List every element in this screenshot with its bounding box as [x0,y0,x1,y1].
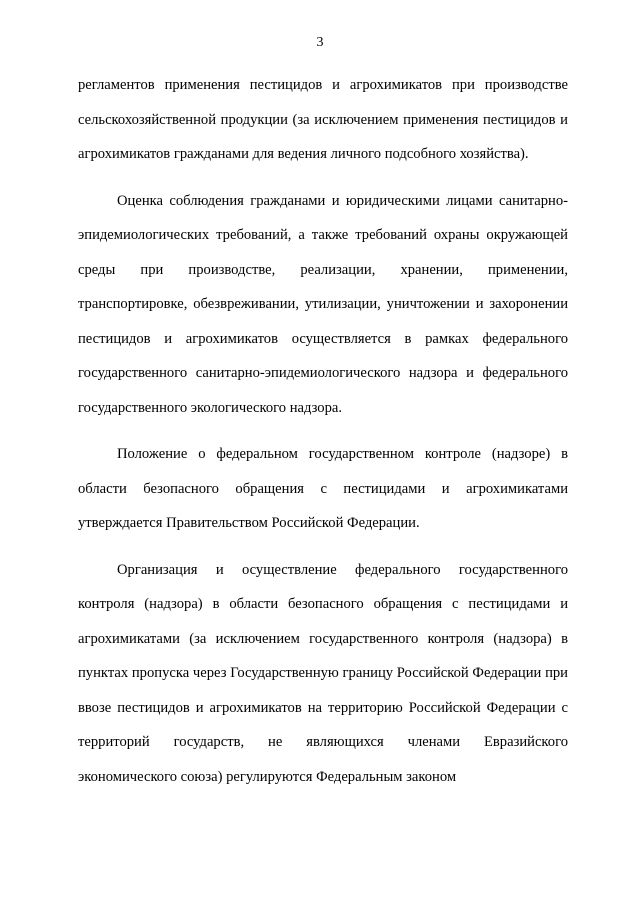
paragraph-organization: Организация и осуществление федерального государственного контроля (надзора) в области безопасного обращения с пестицидами и агрохимикатами (за исключением государственного контроля (надзора) в пунктах пропуска через Государственную границу Российской Федерации при ввозе пестицидов и агрохимикатов на территорию Российской Федерации с территорий государств, не являющихся членами Евразийского экономического союза) регулируются Федеральным законом [78,561,568,785]
paragraph-regulation: Положение о федеральном государственном контроле (надзоре) в области безопасного обращения с пестицидами и агрохимикатами утверждается Правительством Российской Федерации. [78,446,568,531]
paragraph-assessment: Оценка соблюдения гражданами и юридическими лицами санитарно-эпидемиологических требований, а также требований охраны окружающей среды при производстве, реализации, хранении, применении, транспортировке, обезвреживании, утилизации, уничтожении и захоронении пестицидов и агрохимикатов осуществляется в рамках федерального государственного санитарно-эпидемиологического надзора и федерального государственного экологического надзора. [78,192,568,416]
page-number: 3 [316,35,324,50]
document-body [78,68,568,794]
paragraph-continuation: регламентов применения пестицидов и агрохимикатов при производстве сельскохозяйственной продукции (за исключением применения пестицидов и агрохимикатов гражданами для ведения личного подсобного хозяйства). [78,77,568,162]
